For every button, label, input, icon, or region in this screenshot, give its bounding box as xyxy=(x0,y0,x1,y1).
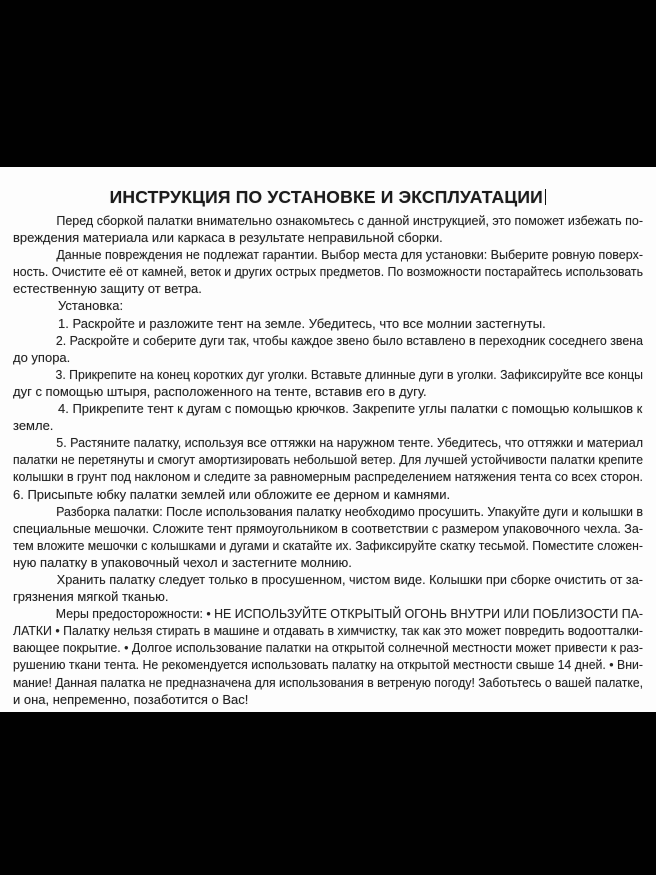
text-line: ную палатку в упаковочный чехол и застегните молнию. xyxy=(13,554,352,570)
text-line: колышки в грунт под наклоном и следите за равномерным распределением натяжения тента со всех сторон. xyxy=(13,469,643,485)
text-line: естественную защиту от ветра. xyxy=(13,281,202,297)
text-line: тем вложите мешочки с колышками и дугами и скатайте их. Зафиксируйте скатку тесьмой. Поместите сложен- xyxy=(13,537,643,553)
page-title: ИНСТРУКЦИЯ ПО УСТАНОВКЕ И ЭКСПЛУАТАЦИИ xyxy=(109,187,543,207)
text-line: Установка: xyxy=(58,298,124,314)
text-line: и она, непременно, позаботится о Вас! xyxy=(13,691,249,707)
text-line: Разборка палатки: После использования палатку необходимо просушить. Упакуйте дуги и колышки в xyxy=(56,503,643,519)
text-line: Хранить палатку следует только в просушенном, чистом виде. Колышки при сборке очистить от за- xyxy=(56,571,644,587)
text-line: мание! Данная палатка не предназначена для использования в ветреную погоду! Заботьтесь о вашей палатке, xyxy=(13,674,643,690)
text-line: Перед сборкой палатки внимательно ознакомьтесь с данной инструкцией, это поможет избежать по- xyxy=(56,213,643,228)
text-line: до упора. xyxy=(13,349,71,365)
text-line: 1. Раскройте и разложите тент на земле. Убедитесь, что все молнии застегнуты. xyxy=(58,315,546,331)
text-line: 3. Прикрепите на конец коротких дуг уголки. Вставьте длинные дуги в уголки. Зафиксируйте все концы xyxy=(55,366,643,382)
letterbox-top xyxy=(0,0,656,167)
document-page xyxy=(0,167,656,712)
text-line: 2. Раскройте и соберите дуги так, чтобы каждое звено было вставлено в переходник соседнего звена xyxy=(55,332,643,348)
text-line: палатки не перетянуты и смогут амортизировать небольшой ветер. Для лучшей устойчивости палатки крепите xyxy=(13,452,643,468)
letterbox-bottom xyxy=(0,712,656,875)
text-line: Данные повреждения не подлежат гарантии. Выбор места для установки: Выберите ровную поверх- xyxy=(56,247,644,263)
text-line: ЛАТКИ • Палатку нельзя стирать в машине и отдавать в химчистку, так как это может повредить водоотталки- xyxy=(13,623,643,639)
text-line: специальные мешочки. Сложите тент прямоугольником в соответствии с размером упаковочного чехла. За- xyxy=(13,520,643,536)
text-line: 5. Растяните палатку, используя все оттяжки на наружном тенте. Убедитесь, что оттяжки и материал xyxy=(56,435,644,451)
title-row xyxy=(13,186,643,208)
text-line: вающее покрытие. • Долгое использование палатки на открытой солнечной местности может привести к раз- xyxy=(13,640,643,656)
text-line: 6. Присыпьте юбку палатки землей или обложите ее дерном и камнями. xyxy=(13,486,451,502)
document-body xyxy=(13,212,643,708)
text-line: 4. Прикрепите тент к дугам с помощью крючков. Закрепите углы палатки с помощью колышков к xyxy=(58,401,643,417)
text-line: грязнения мягкой тканью. xyxy=(13,589,169,605)
text-line: ность. Очистите её от камней, веток и других острых предметов. По возможности постарайтесь использовать xyxy=(13,264,643,280)
text-cursor xyxy=(545,189,547,205)
text-line: вреждения материала или каркаса в результате неправильной сборки. xyxy=(13,230,443,246)
text-line: земле. xyxy=(13,418,54,434)
text-line: рушению ткани тента. Не рекомендуется использовать палатку на открытой местности свыше 14 дней. • Вни- xyxy=(13,657,643,673)
text-line: дуг с помощью штыря, расположенного на тенте, вставив его в дугу. xyxy=(13,383,427,399)
text-line: Меры предосторожности: • НЕ ИСПОЛЬЗУЙТЕ ОТКРЫТЫЙ ОГОНЬ ВНУТРИ ИЛИ ПОБЛИЗОСТИ ПА- xyxy=(55,606,643,622)
